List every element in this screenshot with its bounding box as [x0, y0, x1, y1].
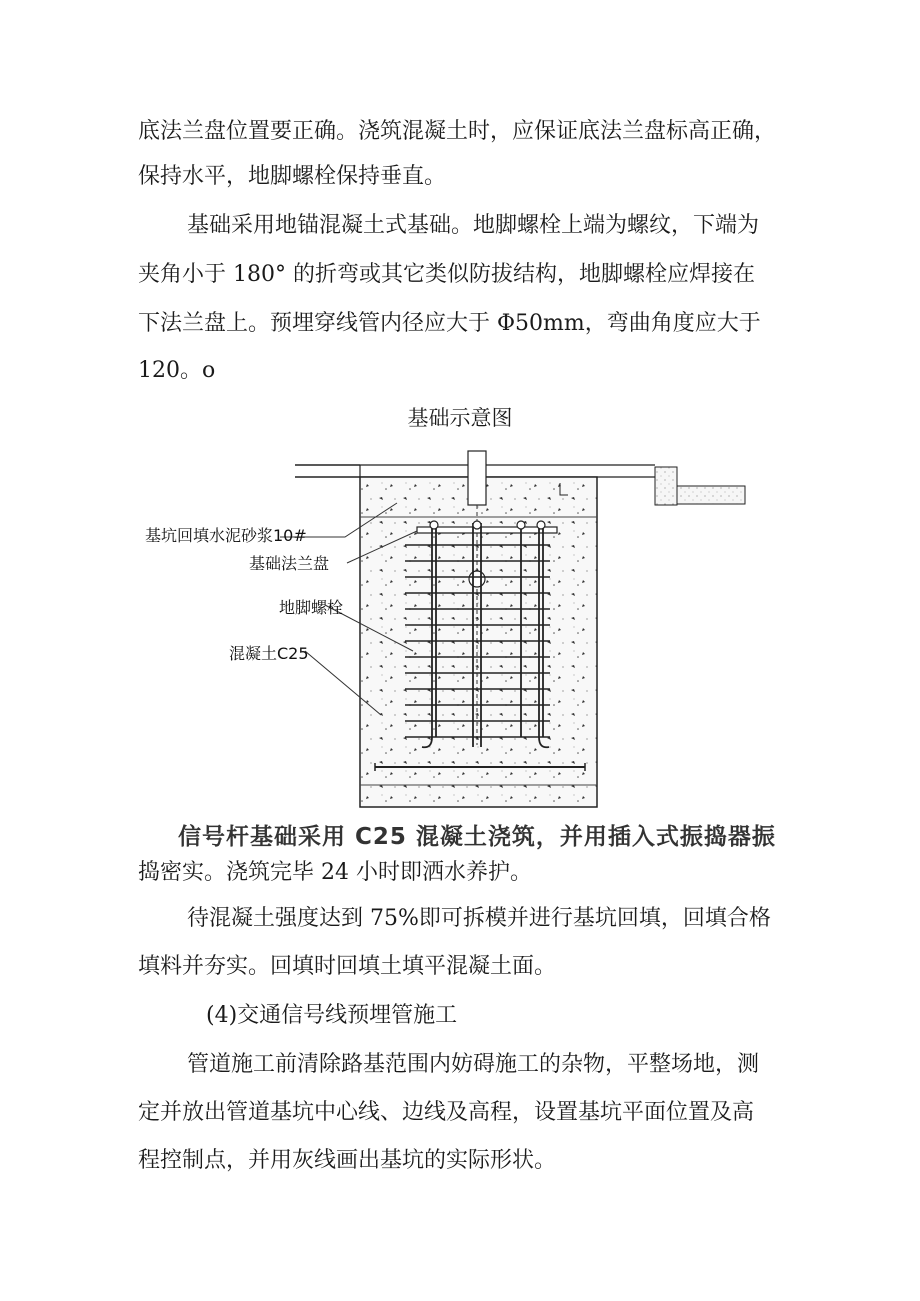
conduit-pipe	[469, 571, 485, 587]
foundation-diagram	[135, 445, 755, 815]
paragraph-line: 填料并夯实。回填时回填土填平混凝土面。	[138, 954, 557, 979]
paragraph-line: 管道施工前清除路基范围内妨碍施工的杂物，平整场地，测	[187, 1052, 760, 1077]
paragraph-line: 下法兰盘上。预埋穿线管内径应大于 Φ50mm，弯曲角度应大于	[138, 311, 761, 336]
signal-pole	[468, 451, 486, 505]
ground-surface-left	[295, 465, 360, 477]
paragraph-line: 夹角小于 180° 的折弯或其它类似防拔结构，地脚螺栓应焊接在	[138, 262, 755, 287]
paragraph-line: 基础采用地锚混凝土式基础。地脚螺栓上端为螺纹，下端为	[187, 213, 760, 238]
paragraph-line: 底法兰盘位置要正确。浇筑混凝土时，应保证底法兰盘标高正确，	[138, 119, 777, 144]
paragraph-line: 定并放出管道基坑中心线、边线及高程，设置基坑平面位置及高	[138, 1100, 755, 1125]
paragraph-line: 信号杆基础采用 C25 混凝土浇筑，并用插入式振捣器振	[178, 824, 776, 850]
paragraph-line: 保持水平，地脚螺栓保持垂直。	[138, 164, 447, 189]
paragraph-line: 程控制点，并用灰线画出基坑的实际形状。	[138, 1148, 557, 1173]
base-flange	[417, 527, 557, 533]
paragraph-line: 待混凝土强度达到 75%即可拆模并进行基坑回填，回填合格	[187, 906, 771, 931]
paragraph-line: 捣密实。浇筑完毕 24 小时即洒水养护。	[138, 860, 532, 885]
paragraph-line: 120。o	[138, 358, 216, 383]
figure-caption: 基础示意图	[407, 406, 513, 430]
label-anchor-bolt: 地脚螺栓	[279, 598, 344, 617]
label-flange: 基础法兰盘	[249, 554, 330, 573]
section-heading: (4)交通信号线预埋管施工	[206, 1003, 458, 1028]
label-backfill: 基坑回填水泥砂浆10#	[145, 526, 307, 545]
label-concrete: 混凝土C25	[229, 644, 309, 663]
